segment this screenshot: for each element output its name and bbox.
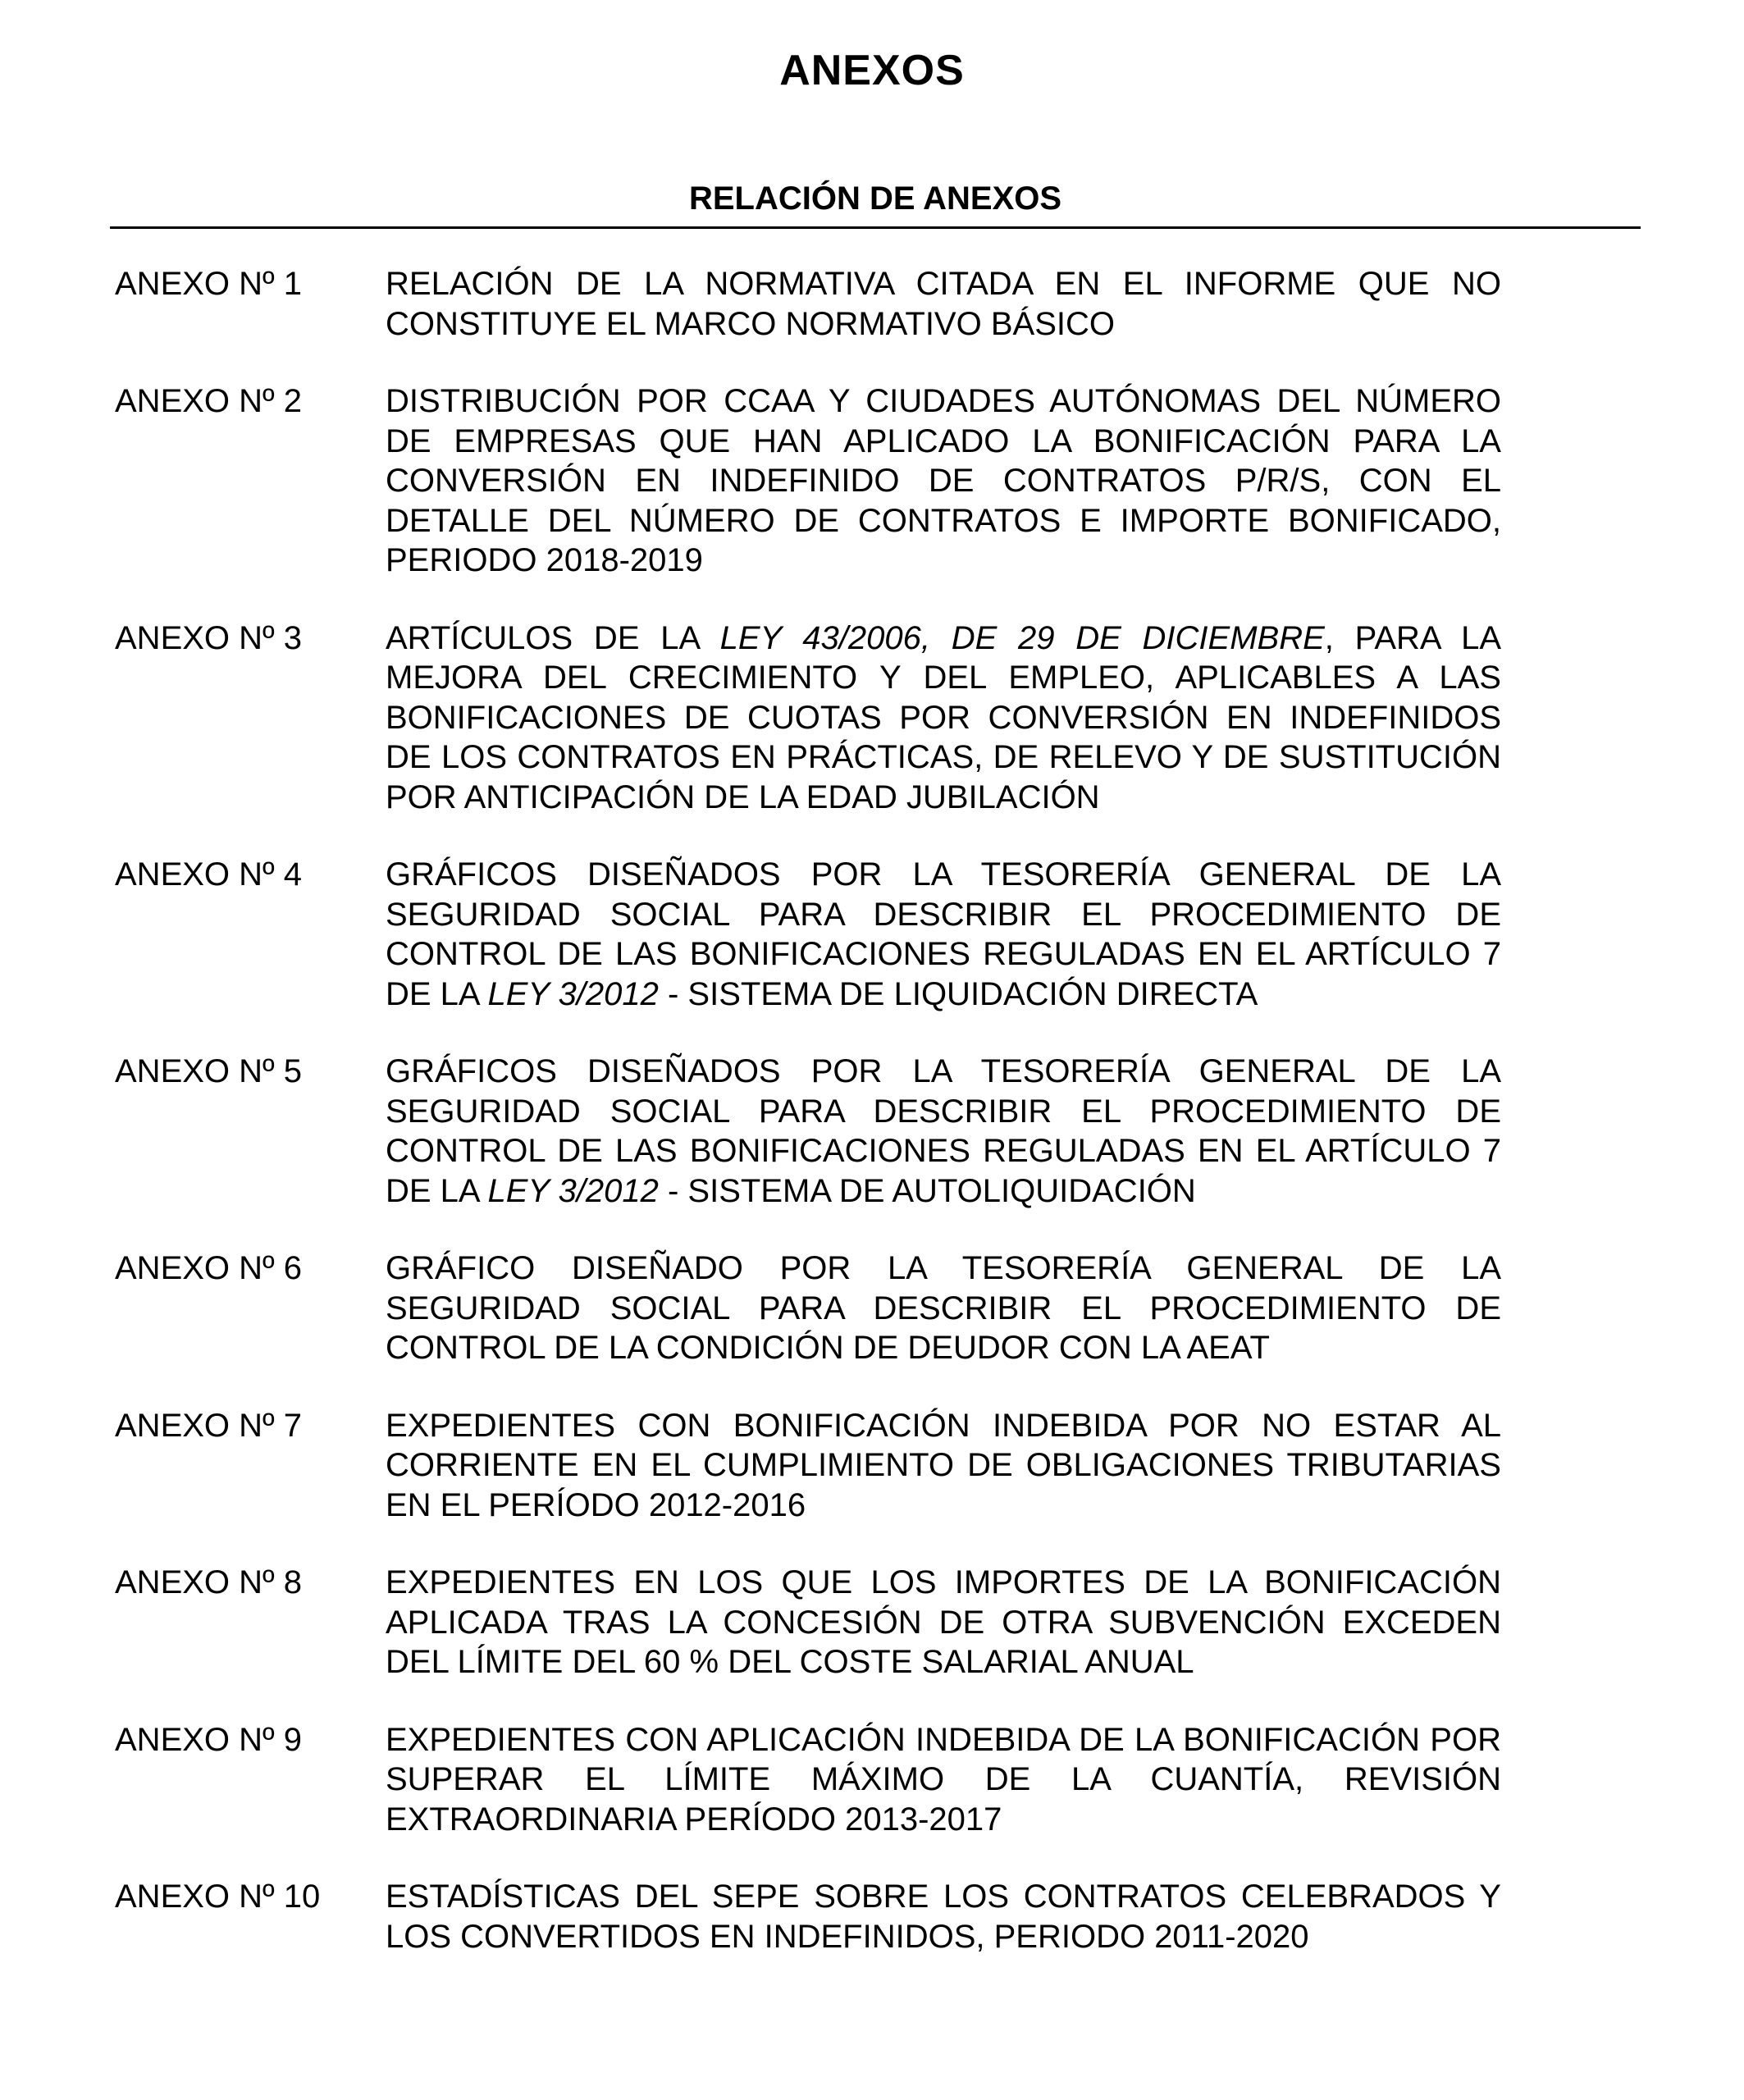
annex-description: DISTRIBUCIÓN POR CCAA Y CIUDADES AUTÓNOMAS DEL NÚMERO DE EMPRESAS QUE HAN APLICADO LA BONIFICACIÓN PARA LA CONVERSIÓN EN INDEFINIDO DE CONTRATOS P/R/S, CON EL DETALLE DEL NÚMERO DE CONTRATOS E IMPORTE BONIFICADO, PERIODO 2018-2019 (386, 383, 1501, 578)
annex-text: ARTÍCULOS DE LA (386, 619, 720, 656)
annex-item-6 (115, 1249, 1501, 1368)
annex-item-10 (115, 1877, 1501, 1956)
annex-description: RELACIÓN DE LA NORMATIVA CITADA EN EL INFORME QUE NO CONSTITUYE EL MARCO NORMATIVO BÁSICO (386, 266, 1501, 342)
page-title: ANEXOS (779, 47, 965, 94)
annex-item-1 (115, 264, 1501, 344)
annex-description: EXPEDIENTES CON BONIFICACIÓN INDEBIDA POR NO ESTAR AL CORRIENTE EN EL CUMPLIMIENTO DE OBLIGACIONES TRIBUTARIAS EN EL PERÍODO 2012-2016 (386, 1407, 1501, 1523)
annex-description: EXPEDIENTES CON APLICACIÓN INDEBIDA DE LA BONIFICACIÓN POR SUPERAR EL LÍMITE MÁXIMO DE LA CUANTÍA, REVISIÓN EXTRAORDINARIA PERÍODO 2013-2017 (386, 1721, 1501, 1838)
section-header (110, 176, 1641, 229)
annex-label: ANEXO Nº 10 (115, 1879, 321, 1915)
law-reference: LEY 43/2006, DE 29 DE DICIEMBRE (719, 619, 1325, 656)
annex-label: ANEXO Nº 2 (115, 383, 303, 419)
law-reference: LEY 3/2012 (487, 1172, 659, 1209)
annex-text: - SISTEMA DE LIQUIDACIÓN DIRECTA (658, 975, 1258, 1012)
annex-label: ANEXO Nº 3 (115, 619, 303, 656)
annex-text: , PARA LA MEJORA DEL CRECIMIENTO Y DEL EMPLEO, APLICABLES A LAS BONIFICACIONES DE CUOTAS POR CONVERSIÓN EN INDEFINIDOS DE LOS CONTRATOS EN PRÁCTICAS, DE RELEVO Y DE SUSTITUCIÓN POR ANTICIPACIÓN DE LA EDAD JUBILACIÓN (386, 619, 1502, 815)
annex-description: GRÁFICO DISEÑADO POR LA TESORERÍA GENERAL DE LA SEGURIDAD SOCIAL PARA DESCRIBIR EL PROCEDIMIENTO DE CONTROL DE LA CONDICIÓN DE DEUDOR CON LA AEAT (386, 1250, 1501, 1366)
annex-item-2 (115, 381, 1501, 581)
annex-label: ANEXO Nº 7 (115, 1407, 303, 1444)
annex-description: ESTADÍSTICAS DEL SEPE SOBRE LOS CONTRATOS CELEBRADOS Y LOS CONVERTIDOS EN INDEFINIDOS, PERIODO 2011-2020 (386, 1879, 1501, 1955)
annex-list (115, 264, 1501, 1994)
section-title: RELACIÓN DE ANEXOS (688, 180, 1062, 217)
annex-text: - SISTEMA DE AUTOLIQUIDACIÓN (658, 1172, 1196, 1209)
annex-label: ANEXO Nº 1 (115, 266, 303, 302)
annex-item-9 (115, 1720, 1501, 1840)
annex-item-5 (115, 1052, 1501, 1211)
annex-label: ANEXO Nº 9 (115, 1721, 303, 1758)
annex-item-3 (115, 619, 1501, 818)
annex-item-4 (115, 855, 1501, 1014)
annex-description: EXPEDIENTES EN LOS QUE LOS IMPORTES DE LA BONIFICACIÓN APLICADA TRAS LA CONCESIÓN DE OTRA SUBVENCIÓN EXCEDEN DEL LÍMITE DEL 60 % DEL COSTE SALARIAL ANUAL (386, 1564, 1501, 1680)
annex-item-8 (115, 1563, 1501, 1682)
law-reference: LEY 3/2012 (487, 975, 659, 1012)
annex-description (386, 855, 1501, 1014)
annex-label: ANEXO Nº 6 (115, 1250, 303, 1286)
annex-description (386, 1052, 1501, 1211)
annex-label: ANEXO Nº 4 (115, 856, 303, 892)
annex-description (386, 619, 1501, 818)
annex-item-7 (115, 1406, 1501, 1526)
annex-text: GRÁFICOS DISEÑADOS POR LA TESORERÍA GENERAL DE LA SEGURIDAD SOCIAL PARA DESCRIBIR EL PROCEDIMIENTO DE CONTROL DE LAS BONIFICACIONES REGULADAS EN EL ARTÍCULO 7 DE LA (386, 856, 1501, 1012)
annex-label: ANEXO Nº 5 (115, 1053, 303, 1089)
annex-text: GRÁFICOS DISEÑADOS POR LA TESORERÍA GENERAL DE LA SEGURIDAD SOCIAL PARA DESCRIBIR EL PROCEDIMIENTO DE CONTROL DE LAS BONIFICACIONES REGULADAS EN EL ARTÍCULO 7 DE LA (386, 1053, 1501, 1209)
annex-label: ANEXO Nº 8 (115, 1564, 303, 1600)
